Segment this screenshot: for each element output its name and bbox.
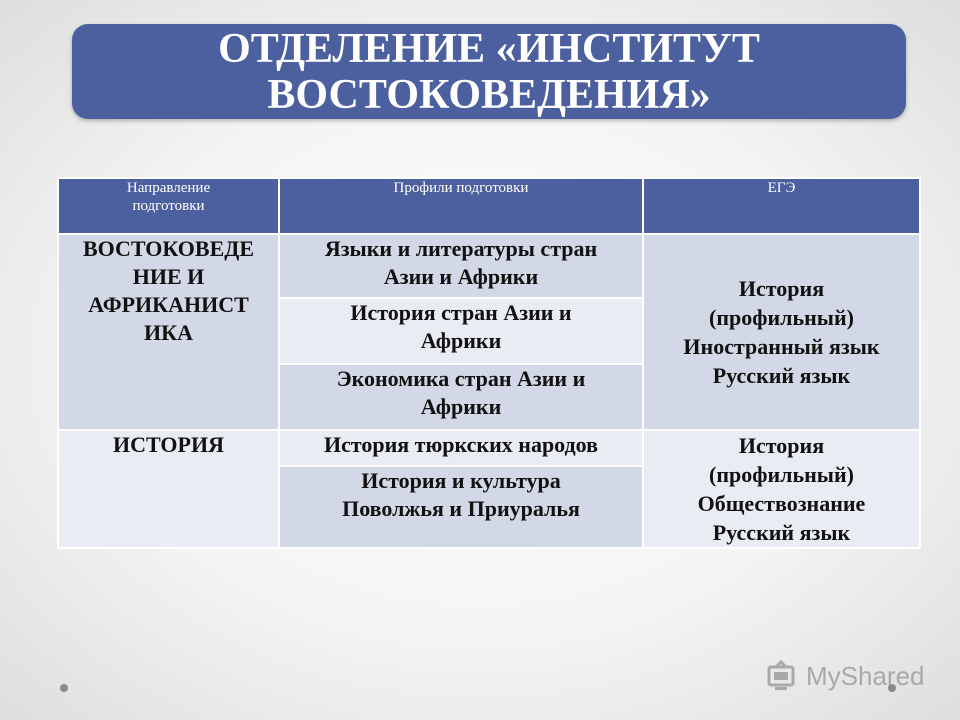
exam-cell	[643, 234, 920, 430]
header-direction	[58, 178, 279, 234]
profile-cell	[279, 298, 643, 364]
profile-cell	[279, 234, 643, 298]
header-direction-line-2: подготовки	[132, 198, 205, 214]
exam-line: Иностранный язык	[683, 334, 880, 359]
table-row	[58, 430, 920, 466]
header-row	[58, 178, 920, 234]
header-direction-line-1: Направление	[126, 180, 211, 196]
header-profiles: Профили подготовки	[279, 178, 643, 234]
exam-cell	[643, 430, 920, 548]
profile-line: Экономика стран Азии и	[336, 366, 586, 391]
title-line-1: ОТДЕЛЕНИЕ «ИНСТИТУТ	[218, 25, 760, 72]
profile-line: История и культура	[361, 468, 561, 493]
exam-line: (профильный)	[709, 305, 854, 330]
profile-line: Африки	[420, 328, 502, 353]
profile-line: Поволжья и Приуралья	[342, 496, 580, 521]
profile-line: Африки	[420, 394, 502, 419]
exam-line: История	[738, 276, 825, 301]
direction-cell-history	[58, 430, 279, 548]
programs-table	[57, 177, 921, 549]
exam-line: Обществознание	[697, 491, 866, 516]
title-line-2: ВОСТОКОВЕДЕНИЯ»	[267, 71, 711, 118]
watermark	[766, 656, 925, 696]
direction-line: НИЕ И	[132, 264, 205, 289]
myshared-logo-icon	[766, 659, 800, 693]
watermark-text: MyShared	[806, 660, 925, 691]
profile-line: История стран Азии и	[350, 300, 572, 325]
profile-cell	[279, 466, 643, 548]
profile-cell	[279, 364, 643, 430]
slide-dot-left	[60, 684, 68, 692]
direction-line: ИКА	[144, 320, 193, 345]
header-exam: ЕГЭ	[643, 178, 920, 234]
profile-cell	[279, 430, 643, 466]
title-banner	[72, 24, 906, 119]
exam-line: Русский язык	[712, 363, 851, 388]
table-row	[58, 234, 920, 298]
profile-line: Азии и Африки	[383, 264, 539, 289]
exam-line: История	[738, 433, 825, 458]
profile-line: Языки и литературы стран	[324, 236, 598, 261]
direction-line: АФРИКАНИСТ	[88, 292, 249, 317]
exam-line: Русский язык	[712, 520, 851, 545]
direction-cell-oriental-african	[58, 234, 279, 430]
exam-line: (профильный)	[709, 462, 854, 487]
direction-line: ВОСТОКОВЕДЕ	[82, 236, 255, 261]
direction-line: ИСТОРИЯ	[113, 432, 224, 457]
profile-line: История тюркских народов	[323, 432, 599, 457]
